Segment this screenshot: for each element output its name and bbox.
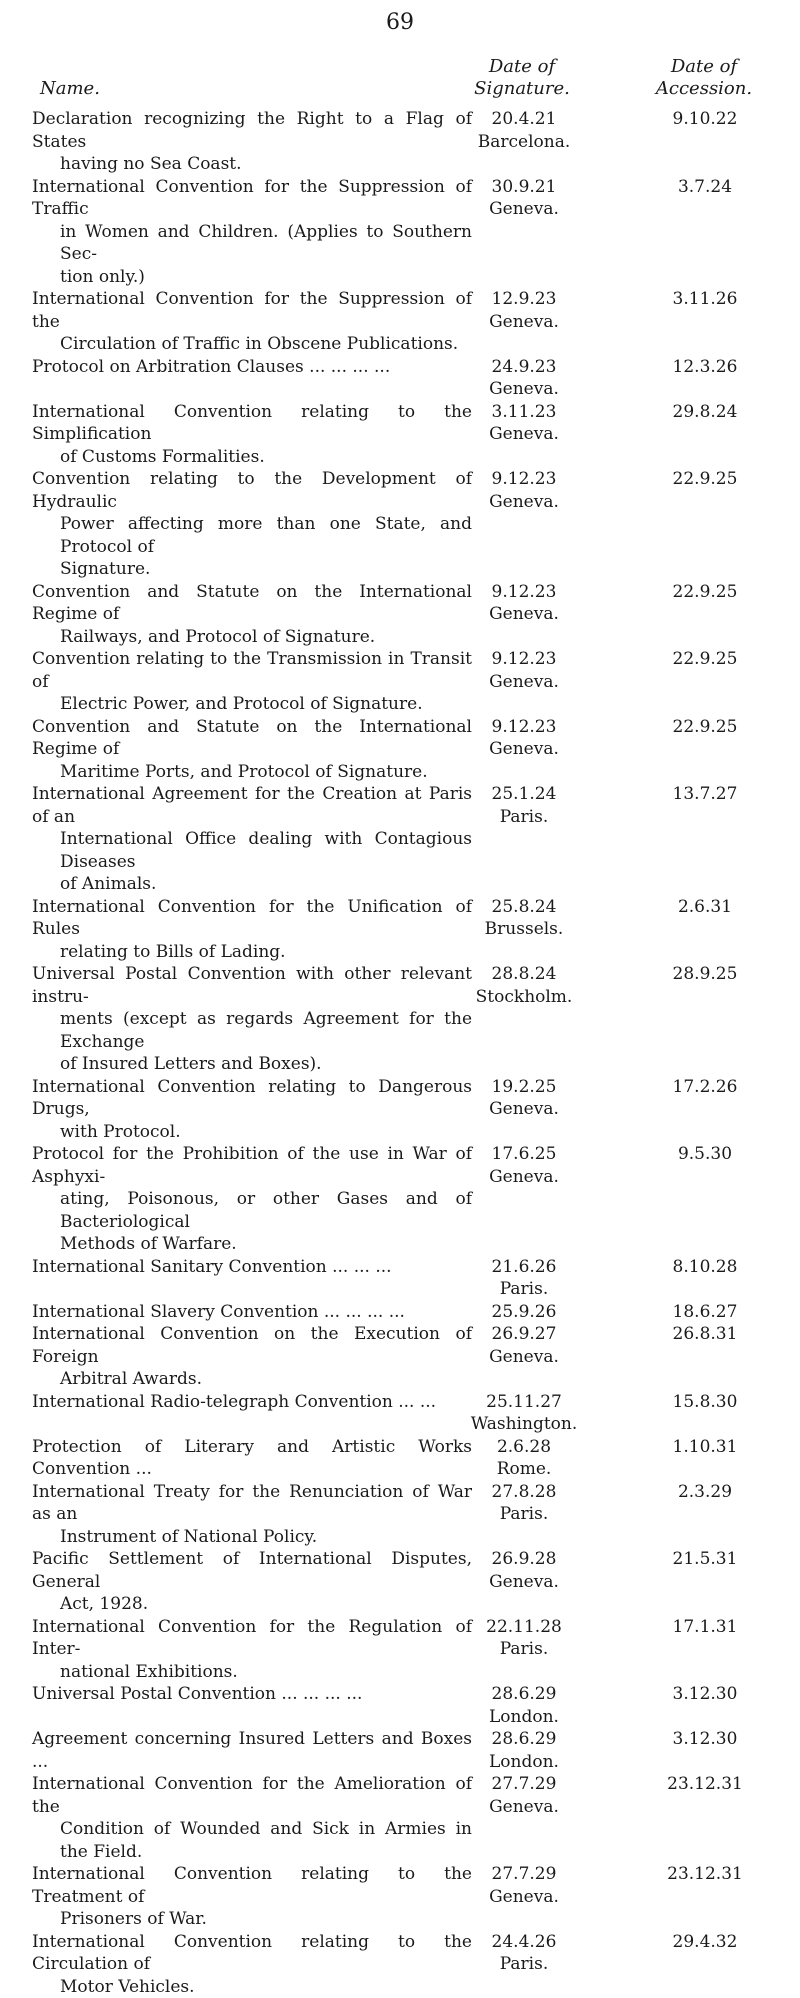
treaty-name [32, 176, 472, 289]
date-of-accession: 3.11.26 [650, 288, 760, 311]
treaty-name-line: ating, Poisonous, or other Gases and of Bacteriological [32, 1188, 472, 1233]
table-row [0, 401, 800, 469]
treaty-name [32, 1323, 472, 1391]
date-of-signature [464, 1863, 584, 1908]
date-of-accession: 3.12.30 [650, 1728, 760, 1751]
table-row [0, 1773, 800, 1863]
date-of-accession: 2.6.31 [650, 896, 760, 919]
table-row [0, 1301, 800, 1324]
table-row [0, 1683, 800, 1728]
date-of-accession: 23.12.31 [650, 1863, 760, 1886]
signature-date: 25.8.24 [464, 896, 584, 919]
signature-date: 19.2.25 [464, 1076, 584, 1099]
table-row [0, 1931, 800, 1998]
signature-date: 27.7.29 [464, 1863, 584, 1886]
date-of-signature [464, 1728, 584, 1773]
treaty-name-line: Instrument of National Policy. [32, 1526, 472, 1549]
treaty-name [32, 783, 472, 896]
table-row [0, 468, 800, 581]
treaty-name-line: Signature. [32, 558, 472, 581]
date-of-accession: 15.8.30 [650, 1391, 760, 1414]
table-row [0, 1436, 800, 1481]
signature-date: 9.12.23 [464, 468, 584, 491]
table-row [0, 1256, 800, 1301]
treaty-name-line: International Convention on the Execution of Foreign [32, 1323, 472, 1368]
date-of-signature [464, 648, 584, 693]
header-sig-line2: Signature. [464, 78, 580, 100]
signature-date: 12.9.23 [464, 288, 584, 311]
signature-place: London. [464, 1751, 584, 1774]
signature-date: 22.11.28 [464, 1616, 584, 1639]
date-of-signature [464, 468, 584, 513]
treaty-name [32, 1728, 472, 1773]
treaty-name-line: Prisoners of War. [32, 1908, 472, 1931]
date-of-accession: 22.9.25 [650, 716, 760, 739]
treaty-name-line: International Treaty for the Renunciation of War as an [32, 1481, 472, 1526]
date-of-signature [464, 401, 584, 446]
treaty-name-line: of Customs Formalities. [32, 446, 472, 469]
date-of-accession: 13.7.27 [650, 783, 760, 806]
treaty-name-line: International Convention relating to the Simplification [32, 401, 472, 446]
date-of-signature [464, 356, 584, 401]
treaty-name-line: International Convention relating to the Circulation of [32, 1931, 472, 1976]
signature-place: Brussels. [464, 918, 584, 941]
treaty-name [32, 963, 472, 1076]
treaty-name-line: Pacific Settlement of International Disputes, General [32, 1548, 472, 1593]
date-of-signature [464, 1548, 584, 1593]
date-of-accession: 17.1.31 [650, 1616, 760, 1639]
signature-date: 30.9.21 [464, 176, 584, 199]
table-row [0, 1323, 800, 1391]
table-row [0, 1391, 800, 1436]
header-acc-line1: Date of [642, 56, 766, 78]
signature-place: Geneva. [464, 491, 584, 514]
treaty-name-line: Universal Postal Convention with other relevant instru- [32, 963, 472, 1008]
treaty-name-line: Electric Power, and Protocol of Signature. [32, 693, 472, 716]
treaty-name [32, 468, 472, 581]
signature-place: Geneva. [464, 603, 584, 626]
treaty-table [0, 108, 800, 1998]
date-of-accession: 29.8.24 [650, 401, 760, 424]
treaty-name [32, 1076, 472, 1144]
treaty-name-line: Act, 1928. [32, 1593, 472, 1616]
signature-place: Geneva. [464, 1886, 584, 1909]
table-row [0, 1076, 800, 1144]
treaty-name-line: in Women and Children. (Applies to Southern Sec- [32, 221, 472, 266]
page-number: 69 [0, 10, 800, 35]
date-of-accession: 21.5.31 [650, 1548, 760, 1571]
treaty-name [32, 1436, 472, 1481]
treaty-name [32, 581, 472, 649]
signature-place: Rome. [464, 1458, 584, 1481]
treaty-name-line: Power affecting more than one State, and Protocol of [32, 513, 472, 558]
date-of-accession: 22.9.25 [650, 468, 760, 491]
date-of-accession: 3.12.30 [650, 1683, 760, 1706]
header-date-of-accession [642, 56, 766, 100]
treaty-name [32, 1683, 472, 1706]
signature-date: 3.11.23 [464, 401, 584, 424]
treaty-name-line: Condition of Wounded and Sick in Armies in the Field. [32, 1818, 472, 1863]
treaty-name [32, 108, 472, 176]
signature-date: 9.12.23 [464, 648, 584, 671]
treaty-name-line: International Convention for the Suppression of the [32, 288, 472, 333]
date-of-accession: 17.2.26 [650, 1076, 760, 1099]
date-of-signature [464, 896, 584, 941]
date-of-signature [464, 1323, 584, 1368]
table-row [0, 648, 800, 716]
date-of-accession: 22.9.25 [650, 581, 760, 604]
treaty-name-line: Circulation of Traffic in Obscene Publications. [32, 333, 472, 356]
treaty-name [32, 288, 472, 356]
treaty-name-line: Convention and Statute on the International Regime of [32, 581, 472, 626]
signature-place: Geneva. [464, 738, 584, 761]
treaty-name-line: Convention relating to the Development of Hydraulic [32, 468, 472, 513]
treaty-name-line: Protocol on Arbitration Clauses ... ... ... ... [32, 356, 472, 379]
table-row [0, 1481, 800, 1549]
treaty-name-line: Universal Postal Convention ... ... ... ... [32, 1683, 472, 1706]
signature-place: Paris. [464, 1953, 584, 1976]
signature-place: Paris. [464, 806, 584, 829]
treaty-name-line: Protocol for the Prohibition of the use in War of Asphyxi- [32, 1143, 472, 1188]
treaty-name-line: International Convention relating to Dangerous Drugs, [32, 1076, 472, 1121]
signature-date: 26.9.28 [464, 1548, 584, 1571]
treaty-name [32, 648, 472, 716]
date-of-accession: 29.4.32 [650, 1931, 760, 1954]
table-row [0, 176, 800, 289]
treaty-name-line: Railways, and Protocol of Signature. [32, 626, 472, 649]
signature-date: 9.12.23 [464, 581, 584, 604]
treaty-name-line: having no Sea Coast. [32, 153, 472, 176]
treaty-name-line: Protection of Literary and Artistic Works Convention ... [32, 1436, 472, 1481]
date-of-signature [464, 581, 584, 626]
date-of-signature [464, 1143, 584, 1188]
date-of-signature [464, 716, 584, 761]
table-row [0, 581, 800, 649]
date-of-signature [464, 1683, 584, 1728]
signature-date: 20.4.21 [464, 108, 584, 131]
treaty-name [32, 1616, 472, 1684]
treaty-name-line: International Convention for the Amelioration of the [32, 1773, 472, 1818]
table-row [0, 1548, 800, 1616]
treaty-name-line: Convention and Statute on the International Regime of [32, 716, 472, 761]
treaty-name [32, 1391, 472, 1414]
header-sig-line1: Date of [464, 56, 580, 78]
signature-date: 17.6.25 [464, 1143, 584, 1166]
signature-date: 28.6.29 [464, 1683, 584, 1706]
table-row [0, 896, 800, 964]
treaty-name-line: Motor Vehicles. [32, 1976, 472, 1998]
signature-date: 2.6.28 [464, 1436, 584, 1459]
date-of-signature [464, 1436, 584, 1481]
date-of-accession: 8.10.28 [650, 1256, 760, 1279]
date-of-signature [464, 963, 584, 1008]
signature-place: Geneva. [464, 1571, 584, 1594]
signature-date: 28.8.24 [464, 963, 584, 986]
signature-date: 25.1.24 [464, 783, 584, 806]
treaty-name-line: with Protocol. [32, 1121, 472, 1144]
treaty-name-line: of Insured Letters and Boxes). [32, 1053, 472, 1076]
date-of-signature [464, 1481, 584, 1526]
signature-place: Stockholm. [464, 986, 584, 1009]
treaty-name-line: relating to Bills of Lading. [32, 941, 472, 964]
table-row [0, 356, 800, 401]
signature-place: Geneva. [464, 1166, 584, 1189]
signature-place: Geneva. [464, 1098, 584, 1121]
date-of-signature [464, 1391, 584, 1436]
table-row [0, 1143, 800, 1256]
signature-date: 28.6.29 [464, 1728, 584, 1751]
signature-place: Geneva. [464, 311, 584, 334]
signature-date: 25.9.26 [464, 1301, 584, 1324]
table-row [0, 1728, 800, 1773]
treaty-name-line: International Sanitary Convention ... ... ... [32, 1256, 472, 1279]
table-row [0, 783, 800, 896]
date-of-signature [464, 108, 584, 153]
signature-place: London. [464, 1706, 584, 1729]
signature-date: 9.12.23 [464, 716, 584, 739]
signature-date: 27.8.28 [464, 1481, 584, 1504]
date-of-signature [464, 1301, 584, 1324]
treaty-name-line: Convention relating to the Transmission in Transit of [32, 648, 472, 693]
date-of-signature [464, 288, 584, 333]
treaty-name [32, 1548, 472, 1616]
signature-place: Geneva. [464, 198, 584, 221]
treaty-name [32, 716, 472, 784]
date-of-accession: 18.6.27 [650, 1301, 760, 1324]
signature-place: Geneva. [464, 1346, 584, 1369]
signature-place: Geneva. [464, 423, 584, 446]
treaty-name [32, 1256, 472, 1279]
treaty-name [32, 896, 472, 964]
treaty-name-line: Maritime Ports, and Protocol of Signature. [32, 761, 472, 784]
treaty-name-line: International Convention for the Unification of Rules [32, 896, 472, 941]
signature-place: Geneva. [464, 1796, 584, 1819]
date-of-accession: 9.5.30 [650, 1143, 760, 1166]
date-of-accession: 12.3.26 [650, 356, 760, 379]
treaty-name-line: national Exhibitions. [32, 1661, 472, 1684]
date-of-accession: 3.7.24 [650, 176, 760, 199]
treaty-name-line: International Convention for the Regulation of Inter- [32, 1616, 472, 1661]
treaty-name-line: International Office dealing with Contagious Diseases [32, 828, 472, 873]
date-of-accession: 28.9.25 [650, 963, 760, 986]
signature-date: 24.9.23 [464, 356, 584, 379]
signature-date: 26.9.27 [464, 1323, 584, 1346]
treaty-name [32, 1773, 472, 1863]
treaty-name-line: Methods of Warfare. [32, 1233, 472, 1256]
treaty-name-line: International Convention relating to the Treatment of [32, 1863, 472, 1908]
table-row [0, 716, 800, 784]
date-of-accession: 26.8.31 [650, 1323, 760, 1346]
treaty-name-line: International Slavery Convention ... ... ... ... [32, 1301, 472, 1324]
date-of-accession: 2.3.29 [650, 1481, 760, 1504]
treaty-name [32, 1481, 472, 1549]
treaty-name [32, 1143, 472, 1256]
date-of-accession: 23.12.31 [650, 1773, 760, 1796]
date-of-accession: 1.10.31 [650, 1436, 760, 1459]
treaty-name-line: ments (except as regards Agreement for the Exchange [32, 1008, 472, 1053]
date-of-signature [464, 1931, 584, 1976]
date-of-signature [464, 176, 584, 221]
signature-place: Barcelona. [464, 131, 584, 154]
date-of-signature [464, 783, 584, 828]
table-row [0, 963, 800, 1076]
treaty-name-line: International Agreement for the Creation at Paris of an [32, 783, 472, 828]
table-row [0, 288, 800, 356]
treaty-name [32, 1301, 472, 1324]
header-acc-line2: Accession. [642, 78, 766, 100]
signature-place: Paris. [464, 1638, 584, 1661]
treaty-name-line: tion only.) [32, 266, 472, 289]
signature-date: 21.6.26 [464, 1256, 584, 1279]
treaty-name [32, 1931, 472, 1998]
treaty-name [32, 401, 472, 469]
treaty-name-line: of Animals. [32, 873, 472, 896]
date-of-accession: 22.9.25 [650, 648, 760, 671]
signature-date: 25.11.27 [464, 1391, 584, 1414]
signature-place: Paris. [464, 1278, 584, 1301]
signature-place: Paris. [464, 1503, 584, 1526]
table-row [0, 1863, 800, 1931]
treaty-name-line: International Radio-telegraph Convention ... ... [32, 1391, 472, 1414]
treaty-name-line: Arbitral Awards. [32, 1368, 472, 1391]
date-of-accession: 9.10.22 [650, 108, 760, 131]
signature-date: 24.4.26 [464, 1931, 584, 1954]
signature-place: Geneva. [464, 671, 584, 694]
date-of-signature [464, 1616, 584, 1661]
treaty-name [32, 1863, 472, 1931]
date-of-signature [464, 1076, 584, 1121]
signature-date: 27.7.29 [464, 1773, 584, 1796]
signature-place: Geneva. [464, 378, 584, 401]
table-row [0, 1616, 800, 1684]
signature-place: Washington. [464, 1413, 584, 1436]
treaty-name [32, 356, 472, 379]
table-header [0, 52, 800, 104]
treaty-name-line: Agreement concerning Insured Letters and Boxes ... [32, 1728, 472, 1773]
date-of-signature [464, 1256, 584, 1301]
treaty-name-line: International Convention for the Suppression of Traffic [32, 176, 472, 221]
header-name: Name. [40, 78, 100, 99]
header-date-of-signature [464, 56, 580, 100]
table-row [0, 108, 800, 176]
treaty-name-line: Declaration recognizing the Right to a Flag of States [32, 108, 472, 153]
date-of-signature [464, 1773, 584, 1818]
